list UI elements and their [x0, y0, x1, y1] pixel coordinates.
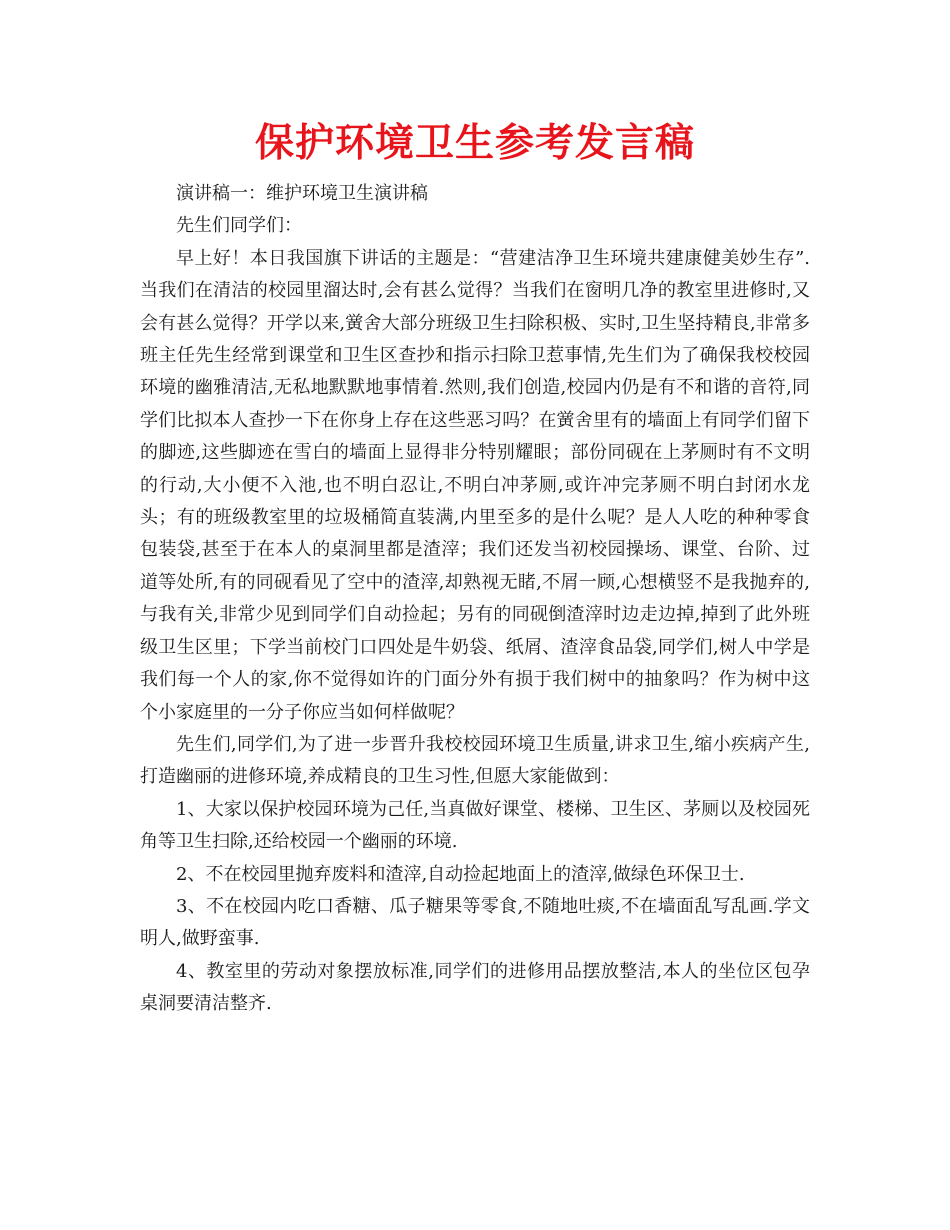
- paragraph-item-3: 3、不在校园内吃口香糖、瓜子糖果等零食,不随地吐痰,不在墙面乱写乱画.学文明人,做野蛮事.: [140, 895, 810, 950]
- paragraph-speech-heading: 演讲稿一：维护环境卫生演讲稿: [176, 183, 428, 204]
- document-title: 保护环境卫生参考发言稿: [254, 121, 695, 166]
- paragraph-item-4: 4、教室里的劳动对象摆放标准,同学们的进修用品摆放整洁,本人的坐位区包孕桌洞要清洁整齐.: [140, 960, 810, 1015]
- paragraph-item-2: 2、不在校园里抛弃废料和渣滓,自动捡起地面上的渣滓,做绿色环保卫士.: [176, 863, 745, 885]
- paragraph-item-1: 1、大家以保护校园环境为己任,当真做好课堂、楼梯、卫生区、茅厕以及校园死角等卫生扫除,还给校园一个幽丽的环境.: [140, 798, 810, 853]
- paragraph-body-2: 先生们,同学们,为了进一步晋升我校校园环境卫生质量,讲求卫生,缩小疾病产生,打造幽丽的进修环境,养成精良的卫生习性,但愿大家能做到：: [140, 733, 810, 788]
- paragraph-body-1: 早上好！本日我国旗下讲话的主题是：“营建洁净卫生环境共建康健美妙生存”.当我们在清洁的校园里溜达时,会有甚么觉得？当我们在窗明几净的教室里进修时,又会有甚么觉得？开学以来,黉舍大部分班级卫生扫除积极、实时,卫生坚持精良,非常多班主任先生经常到课堂和卫生区查抄和指示扫除卫惹事情,先生们为了确保我校校园环境的幽雅清洁,无私地默默地事情着.然则,我们创造,校园内仍是有不和谐的音符,同学们比拟本人查抄一下在你身上存在这些恶习吗？在黉舍里有的墙面上有同学们留下的脚迹,这些脚迹在雪白的墙面上显得非分特别耀眼；部份同砚在上茅厕时有不文明的行动,大小便不入池,也不明白忍让,不明白冲茅厕,或许冲完茅厕不明白封闭水龙头；有的班级教室里的垃圾桶简直装满,内里至多的是什么呢？是人人吃的种种零食包装袋,甚至于在本人的桌洞里都是渣滓；我们还发当初校园操场、课堂、台阶、过道等处所,有的同砚看见了空中的渣滓,却熟视无睹,不屑一顾,心想横竖不是我抛弃的,与我有关,非常少见到同学们自动捡起；另有的同砚倒渣滓时边走边掉,掉到了此外班级卫生区里；下学当前校门口四处是牛奶袋、纸屑、渣滓食品袋,同学们,树人中学是我们每一个人的家,你不觉得如许的门面分外有损于我们树中的抽象吗？作为树中这个小家庭里的一分子你应当如何样做呢？: [140, 247, 810, 723]
- paragraph-salutation: 先生们同学们：: [176, 215, 302, 237]
